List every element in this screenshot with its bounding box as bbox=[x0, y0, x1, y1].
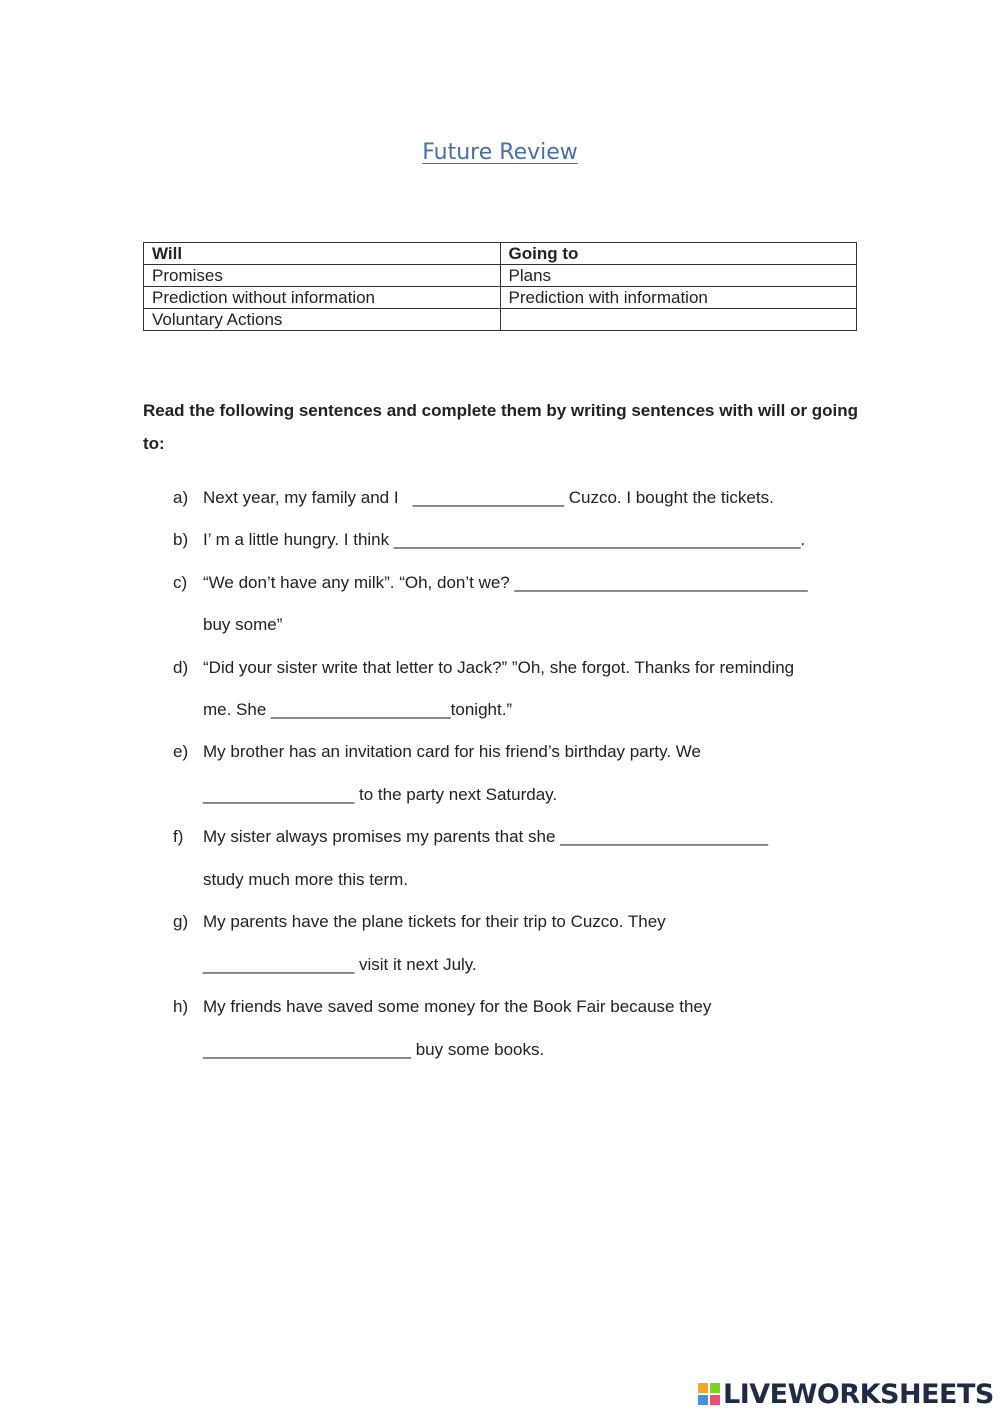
logo-block-3 bbox=[698, 1395, 708, 1405]
exercise-line: “We don’t have any milk”. “Oh, don’t we? _______________________________ bbox=[203, 573, 808, 592]
exercise-line: “Did your sister write that letter to Jack?” ”Oh, she forgot. Thanks for reminding bbox=[203, 658, 795, 677]
exercise-line: ______________________ buy some books. bbox=[203, 1040, 545, 1059]
exercise-line: study much more this term. bbox=[203, 870, 409, 889]
will-going-to-table bbox=[143, 242, 857, 331]
exercise-line: buy some” bbox=[203, 615, 283, 634]
table-header-cell: Will bbox=[144, 243, 501, 265]
exercise-letter: d) bbox=[173, 658, 189, 677]
exercise-line: Next year, my family and I ________________ Cuzco. I bought the tickets. bbox=[203, 488, 774, 507]
exercise-letter: h) bbox=[173, 997, 189, 1016]
exercise-letter: c) bbox=[173, 573, 188, 592]
table-row bbox=[144, 265, 857, 287]
logo-block-1 bbox=[698, 1383, 708, 1393]
exercise-letter: a) bbox=[173, 488, 189, 507]
table-cell: Prediction with information bbox=[500, 287, 857, 309]
exercise-letter: g) bbox=[173, 912, 189, 931]
table-cell: Plans bbox=[500, 265, 857, 287]
exercise-line: My sister always promises my parents that she ______________________ bbox=[203, 827, 769, 846]
exercise-letter: b) bbox=[173, 530, 189, 549]
exercise-line: ________________ to the party next Saturday. bbox=[203, 785, 558, 804]
table-header-row bbox=[144, 243, 857, 265]
table-row bbox=[144, 309, 857, 331]
exercise-letter: e) bbox=[173, 742, 189, 761]
logo-block-2 bbox=[710, 1383, 720, 1393]
exercise-line: ________________ visit it next July. bbox=[203, 955, 477, 974]
exercise-letter: f) bbox=[173, 827, 184, 846]
exercise-line: My brother has an invitation card for his friend’s birthday party. We bbox=[203, 742, 701, 761]
table-cell: Promises bbox=[144, 265, 501, 287]
table-cell: Voluntary Actions bbox=[144, 309, 501, 331]
table-cell: Prediction without information bbox=[144, 287, 501, 309]
table-row bbox=[144, 287, 857, 309]
exercise-line: My parents have the plane tickets for their trip to Cuzco. They bbox=[203, 912, 666, 931]
table-header-cell: Going to bbox=[500, 243, 857, 265]
exercise-line: My friends have saved some money for the Book Fair because they bbox=[203, 997, 712, 1016]
table-cell bbox=[500, 309, 857, 331]
logo-text: LIVEWORKSHEETS bbox=[723, 1378, 994, 1410]
instructions: Read the following sentences and complete them by writing sentences with will or going to: bbox=[143, 401, 859, 453]
logo-icon bbox=[698, 1383, 720, 1405]
page-title: Future Review bbox=[422, 140, 578, 165]
exercise-line: me. She ___________________tonight.” bbox=[203, 700, 513, 719]
exercise-line: I’ m a little hungry. I think ___________________________________________. bbox=[203, 530, 806, 549]
liveworksheets-logo bbox=[698, 1376, 994, 1412]
logo-block-4 bbox=[710, 1395, 720, 1405]
